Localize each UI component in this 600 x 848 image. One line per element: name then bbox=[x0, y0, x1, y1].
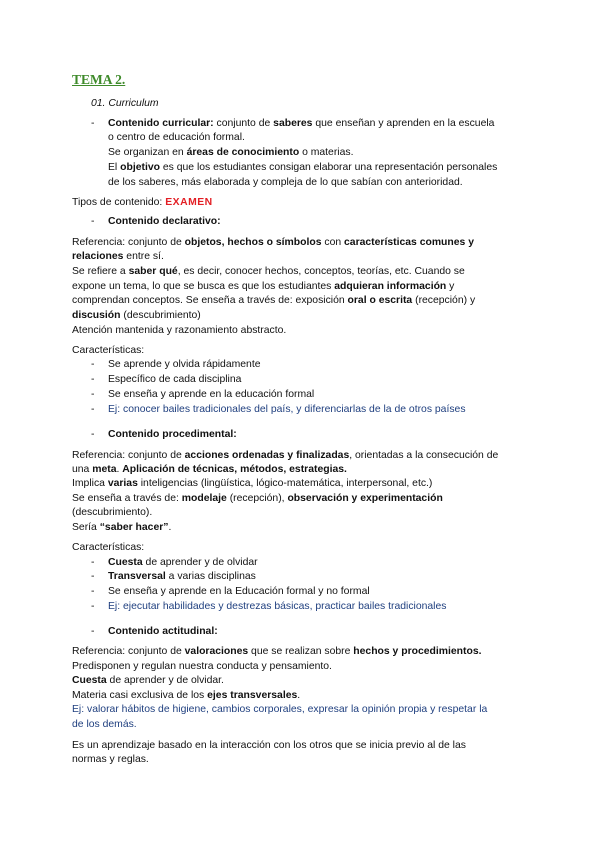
actitudinal-heading: Contenido actitudinal: bbox=[108, 626, 218, 637]
procedimental-characteristics-label: Características: bbox=[72, 542, 145, 553]
curricular-line-2: o centro de educación formal. bbox=[108, 132, 245, 143]
actitudinal-line-4: Materia casi exclusiva de los ejes transversales. bbox=[72, 690, 301, 701]
list-item: Se aprende y olvida rápidamente bbox=[108, 359, 261, 370]
bullet-dash: - bbox=[91, 389, 95, 400]
bullet-dash: - bbox=[91, 601, 95, 612]
declarativo-line-2: relaciones entre sí. bbox=[72, 251, 164, 262]
declarativo-line-5: comprendan conceptos. Se enseña a través de: exposición oral o escrita (recepción) y bbox=[72, 295, 476, 306]
declarativo-example: Ej: conocer bailes tradicionales del país, y diferenciarlas de la de otros países bbox=[108, 404, 466, 415]
procedimental-line-6: Sería “saber hacer”. bbox=[72, 522, 172, 533]
bullet-dash: - bbox=[91, 118, 95, 129]
list-item: Se enseña y aprende en la Educación formal y no formal bbox=[108, 586, 370, 597]
actitudinal-line-3: Cuesta de aprender y de olvidar. bbox=[72, 675, 224, 686]
exam-label: EXAMEN bbox=[165, 197, 213, 208]
declarativo-heading: Contenido declarativo: bbox=[108, 216, 221, 227]
closing-line-2: normas y reglas. bbox=[72, 754, 149, 765]
bullet-dash: - bbox=[91, 359, 95, 370]
actitudinal-example-line-1: Ej: valorar hábitos de higiene, cambios corporales, expresar la opinión propia y respetar la bbox=[72, 704, 488, 715]
list-item: Se enseña y aprende en la educación formal bbox=[108, 389, 315, 400]
list-item: Transversal a varias disciplinas bbox=[108, 571, 256, 582]
procedimental-line-2: una meta. Aplicación de técnicas, métodos, estrategias. bbox=[72, 464, 347, 475]
tipos-line: Tipos de contenido: EXAMEN bbox=[72, 197, 213, 208]
bullet-dash: - bbox=[91, 374, 95, 385]
procedimental-example: Ej: ejecutar habilidades y destrezas básicas, practicar bailes tradicionales bbox=[108, 601, 447, 612]
declarativo-line-6: discusión (descubrimiento) bbox=[72, 310, 201, 321]
actitudinal-line-1: Referencia: conjunto de valoraciones que se realizan sobre hechos y procedimientos. bbox=[72, 646, 482, 657]
procedimental-line-4: Se enseña a través de: modelaje (recepción), observación y experimentación bbox=[72, 493, 443, 504]
declarativo-line-3: Se refiere a saber qué, es decir, conocer hechos, conceptos, teorías, etc. Cuando se bbox=[72, 266, 465, 277]
page-title: TEMA 2. bbox=[72, 72, 126, 87]
bullet-dash: - bbox=[91, 557, 95, 568]
curricular-line-3: Se organizan en áreas de conocimiento o materias. bbox=[108, 147, 354, 158]
procedimental-line-5: (descubrimiento). bbox=[72, 507, 153, 518]
declarativo-line-4: expone un tema, lo que se busca es que los estudiantes adquieran información y bbox=[72, 281, 455, 292]
actitudinal-example-line-2: de los demás. bbox=[72, 719, 137, 730]
bullet-dash: - bbox=[91, 626, 95, 637]
declarativo-line-7: Atención mantenida y razonamiento abstracto. bbox=[72, 325, 287, 336]
bullet-dash: - bbox=[91, 429, 95, 440]
closing-line-1: Es un aprendizaje basado en la interacción con los otros que se inicia previo al de las bbox=[72, 740, 466, 751]
section-subtitle: 01. Curriculum bbox=[91, 98, 159, 109]
actitudinal-line-2: Predisponen y regulan nuestra conducta y pensamiento. bbox=[72, 661, 332, 672]
bullet-dash: - bbox=[91, 404, 95, 415]
procedimental-line-1: Referencia: conjunto de acciones ordenadas y finalizadas, orientadas a la consecución de bbox=[72, 450, 499, 461]
procedimental-heading: Contenido procedimental: bbox=[108, 429, 237, 440]
bullet-dash: - bbox=[91, 216, 95, 227]
list-item: Cuesta de aprender y de olvidar bbox=[108, 557, 258, 568]
declarativo-characteristics-label: Características: bbox=[72, 345, 145, 356]
declarativo-line-1: Referencia: conjunto de objetos, hechos o símbolos con características comunes y bbox=[72, 237, 474, 248]
list-item: Específico de cada disciplina bbox=[108, 374, 242, 385]
procedimental-line-3: Implica varias inteligencias (lingüística, lógico-matemática, interpersonal, etc.) bbox=[72, 478, 433, 489]
curricular-line-1: Contenido curricular: conjunto de saberes que enseñan y aprenden en la escuela bbox=[108, 118, 495, 129]
bullet-dash: - bbox=[91, 586, 95, 597]
curricular-line-5: de los saberes, más elaborada y compleja de lo que sabían con anterioridad. bbox=[108, 177, 463, 188]
bullet-dash: - bbox=[91, 571, 95, 582]
curricular-line-4: El objetivo es que los estudiantes consigan elaborar una representación personales bbox=[108, 162, 498, 173]
